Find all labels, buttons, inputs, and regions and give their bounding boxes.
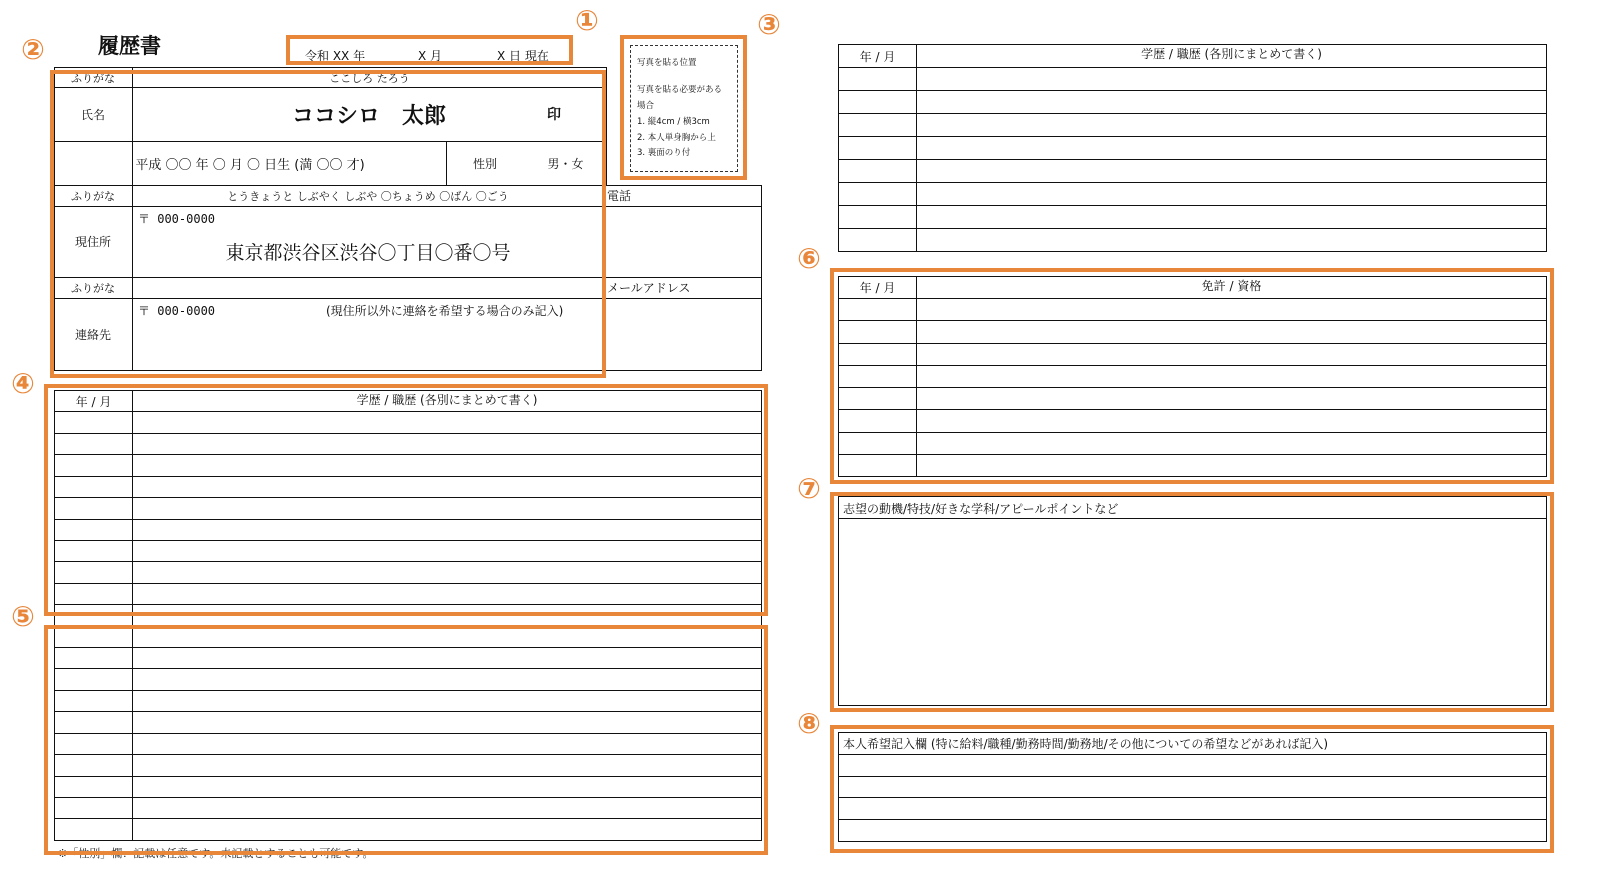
highlight-history-top — [44, 384, 768, 616]
badge-8: ⑧ — [797, 707, 821, 740]
email-label: メールアドレス — [607, 281, 691, 295]
table-row[interactable] — [839, 136, 1546, 159]
contact-label: 連絡先 — [74, 328, 111, 342]
history-header: 学歴 / 職歴 (各別にまとめて書く) — [356, 393, 538, 407]
photo-line-4: 1. 縦4cm / 横3cm — [637, 117, 710, 127]
date-year: 令和 XX 年 — [305, 49, 366, 63]
birth-date[interactable]: 平成 〇〇 年 〇 月 〇 日生 (満 〇〇 才) — [135, 157, 365, 173]
table-row — [839, 45, 1546, 67]
highlight-photo — [620, 35, 747, 180]
highlight-motivation — [830, 492, 1554, 712]
gender-label: 性別 — [472, 156, 497, 171]
postal-code[interactable]: 〒 000-0000 — [138, 212, 216, 226]
history-header: 学歴 / 職歴 (各別にまとめて書く) — [1141, 47, 1322, 61]
year-month-header: 年 / 月 — [839, 277, 917, 298]
name-furigana[interactable]: ここしろ たろう — [329, 72, 410, 85]
current-address[interactable]: 東京都渋谷区渋谷〇丁目〇番〇号 — [225, 241, 511, 264]
footnote: ※「性別」欄：記載は任意です。未記載とすることも可能です。 — [58, 847, 374, 859]
highlight-requests — [830, 725, 1554, 853]
table-row[interactable] — [839, 182, 1546, 205]
photo-line-5: 2. 本人単身胸から上 — [637, 133, 716, 143]
address-furigana[interactable]: とうきょうと しぶやく しぶや 〇ちょうめ 〇ばん 〇ごう — [227, 189, 509, 203]
table-row[interactable] — [839, 159, 1546, 182]
current-address-label: 現住所 — [74, 235, 111, 249]
photo-line-2: 写真を貼る必要がある — [637, 85, 723, 95]
photo-line-3: 場合 — [637, 101, 655, 111]
table-row[interactable] — [839, 67, 1546, 90]
licenses-header: 免許 / 資格 — [1201, 279, 1262, 293]
gender-value[interactable]: 男・女 — [547, 156, 584, 171]
photo-line-6: 3. 裏面のり付 — [637, 148, 691, 158]
table-row[interactable] — [839, 228, 1546, 251]
phone-label: 電話 — [607, 189, 632, 203]
table-row[interactable] — [839, 90, 1546, 113]
highlight-date — [286, 35, 573, 65]
contact-note: (現住所以外に連絡を希望する場合のみ記入) — [326, 304, 564, 318]
badge-3: ③ — [757, 8, 781, 41]
table-row[interactable] — [839, 205, 1546, 228]
highlight-licenses — [830, 268, 1554, 484]
contact-postal-code[interactable]: 〒 000-0000 — [138, 304, 216, 318]
name-value[interactable]: ココシロ 太郎 — [291, 102, 446, 129]
highlight-profile — [50, 70, 606, 378]
name-furigana-label: ふりがな — [71, 72, 115, 85]
badge-7: ⑦ — [797, 472, 821, 505]
badge-1: ① — [575, 4, 599, 37]
requests-header: 本人希望記入欄 (特に給料/職種/勤務時間/勤務地/その他についての希望などがあれば記入) — [843, 737, 1329, 751]
contact-furigana-label: ふりがな — [71, 281, 115, 295]
page-title: 履歴書 — [98, 33, 161, 58]
year-month-header: 年 / 月 — [839, 45, 917, 67]
name-label: 氏名 — [80, 107, 105, 122]
badge-4: ④ — [11, 367, 35, 400]
year-month-header: 年 / 月 — [55, 391, 133, 411]
highlight-history-bottom — [44, 625, 768, 855]
address-furigana-label: ふりがな — [71, 189, 115, 203]
table-row[interactable] — [839, 113, 1546, 136]
badge-2: ② — [21, 33, 45, 66]
seal-mark: 印 — [547, 107, 561, 123]
education-work-table-right — [838, 44, 1547, 252]
photo-line-1: 写真を貼る位置 — [637, 58, 697, 68]
date-month: X 月 — [418, 49, 443, 63]
date-day: X 日 現在 — [497, 49, 549, 63]
badge-6: ⑥ — [797, 242, 821, 275]
motivation-header: 志望の動機/特技/好きな学科/アピールポイントなど — [843, 502, 1119, 516]
badge-5: ⑤ — [11, 600, 35, 633]
